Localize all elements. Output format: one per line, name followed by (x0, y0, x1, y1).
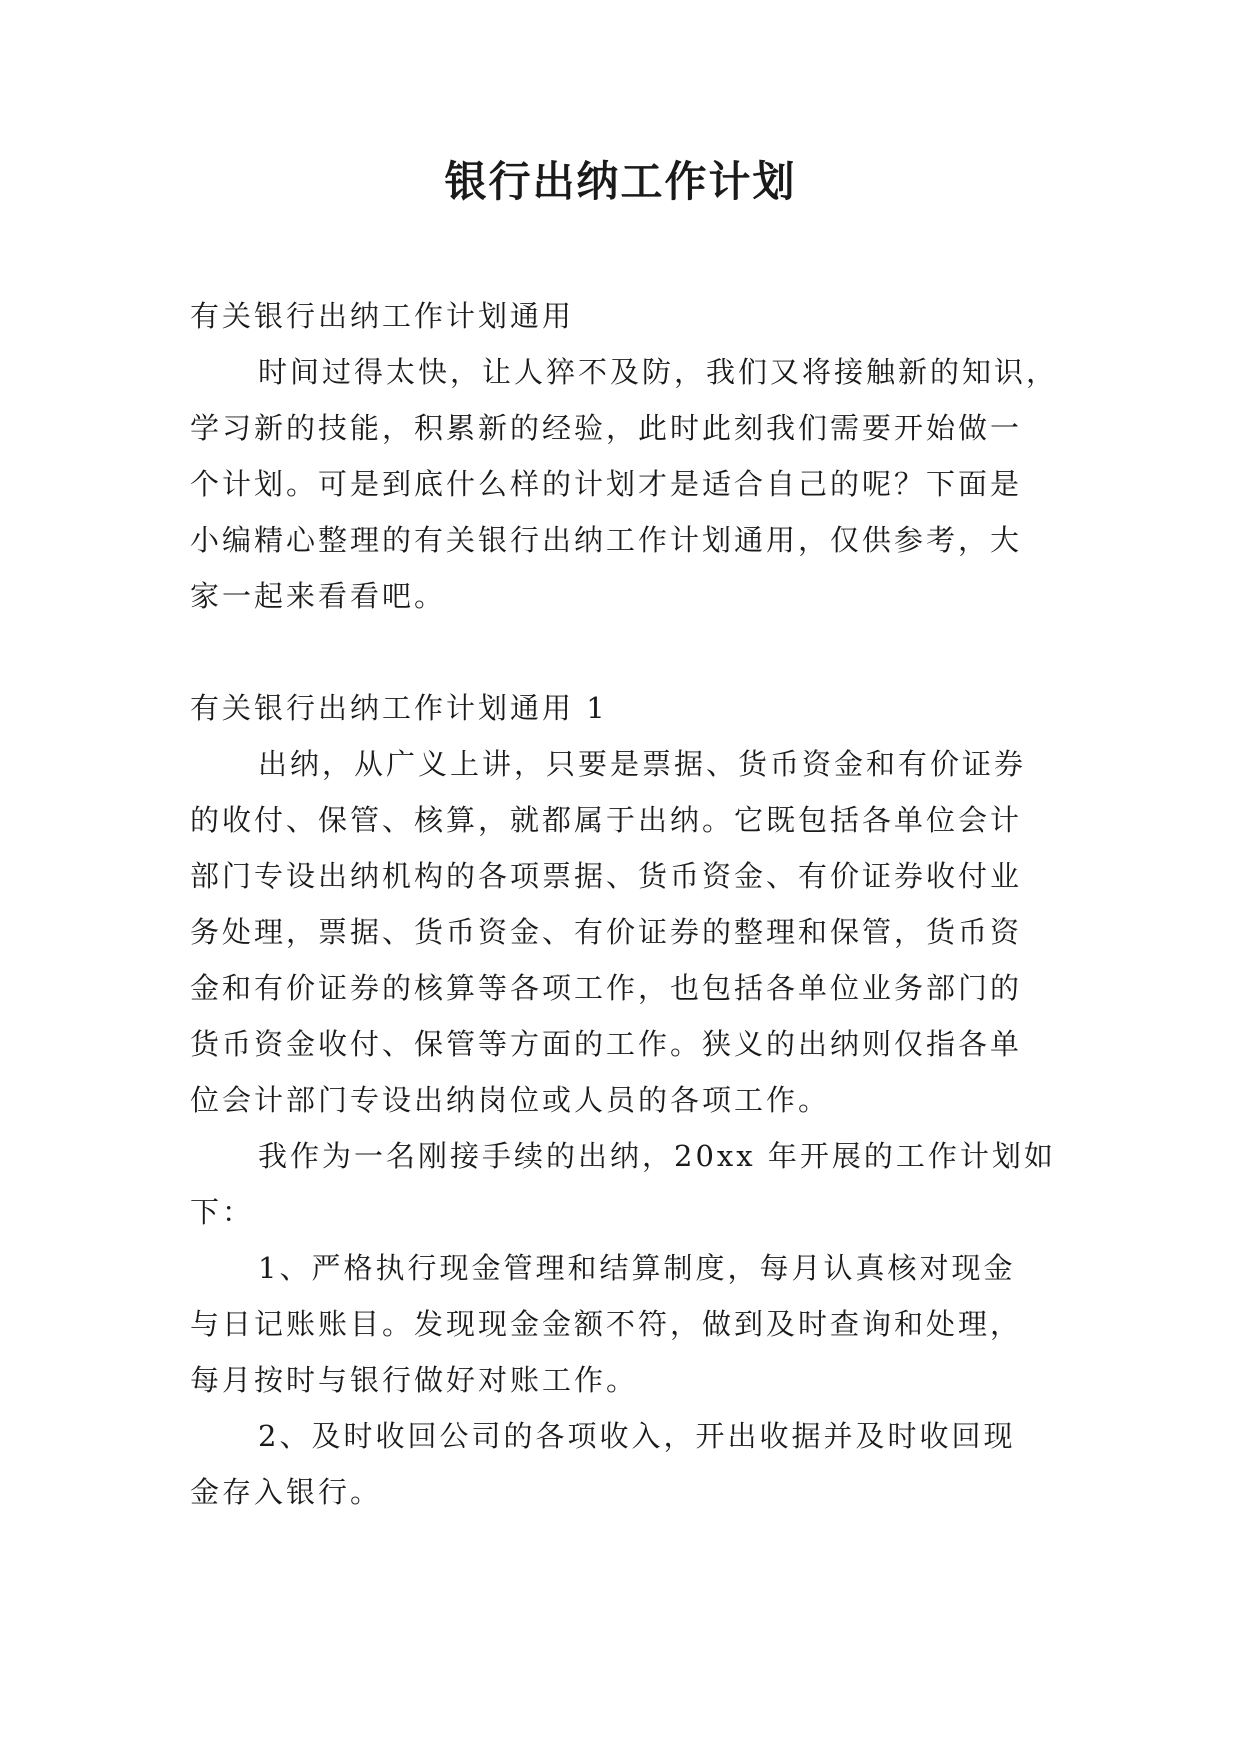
text-line: 每月按时与银行做好对账工作。 (190, 1363, 639, 1397)
paragraph (190, 1240, 1060, 1408)
text-line: 下： (190, 1195, 255, 1229)
text-line: 出纳，从广义上讲，只要是票据、货币资金和有价证券 (258, 747, 1027, 781)
section-spacer (190, 624, 1060, 680)
document-body (190, 288, 1060, 1520)
text-line: 位会计部门专设出纳岗位或人员的各项工作。 (190, 1083, 831, 1117)
text-line: 金存入银行。 (190, 1475, 383, 1509)
paragraph (190, 1408, 1060, 1520)
text-line: 货币资金收付、保管等方面的工作。狭义的出纳则仅指各单 (190, 1027, 1023, 1061)
section-heading: 有关银行出纳工作计划通用 1 (190, 691, 608, 725)
text-line: 的收付、保管、核算，就都属于出纳。它既包括各单位会计 (190, 803, 1023, 837)
text-line: 1、严格执行现金管理和结算制度，每月认真核对现金 (258, 1251, 1016, 1285)
text-line: 小编精心整理的有关银行出纳工作计划通用，仅供参考，大 (190, 523, 1023, 557)
text-line: 学习新的技能，积累新的经验，此时此刻我们需要开始做一 (190, 411, 1023, 445)
text-line: 2、及时收回公司的各项收入，开出收据并及时收回现 (258, 1419, 1016, 1453)
text-line: 部门专设出纳机构的各项票据、货币资金、有价证券收付业 (190, 859, 1023, 893)
text-line: 务处理，票据、货币资金、有价证券的整理和保管，货币资 (190, 915, 1023, 949)
text-line: 时间过得太快，让人猝不及防，我们又将接触新的知识， (258, 355, 1059, 389)
text-line: 与日记账账目。发现现金金额不符，做到及时查询和处理， (190, 1307, 1023, 1341)
text-line: 个计划。可是到底什么样的计划才是适合自己的呢？下面是 (190, 467, 1023, 501)
text-line: 金和有价证券的核算等各项工作，也包括各单位业务部门的 (190, 971, 1023, 1005)
text-line: 家一起来看看吧。 (190, 579, 447, 613)
text-line: 我作为一名刚接手续的出纳，20xx 年开展的工作计划如 (258, 1139, 1056, 1173)
document-title: 银行出纳工作计划 (444, 157, 797, 206)
section-heading: 有关银行出纳工作计划通用 (190, 299, 575, 333)
paragraph (190, 344, 1060, 624)
paragraph (190, 1128, 1060, 1240)
paragraph (190, 736, 1060, 1128)
